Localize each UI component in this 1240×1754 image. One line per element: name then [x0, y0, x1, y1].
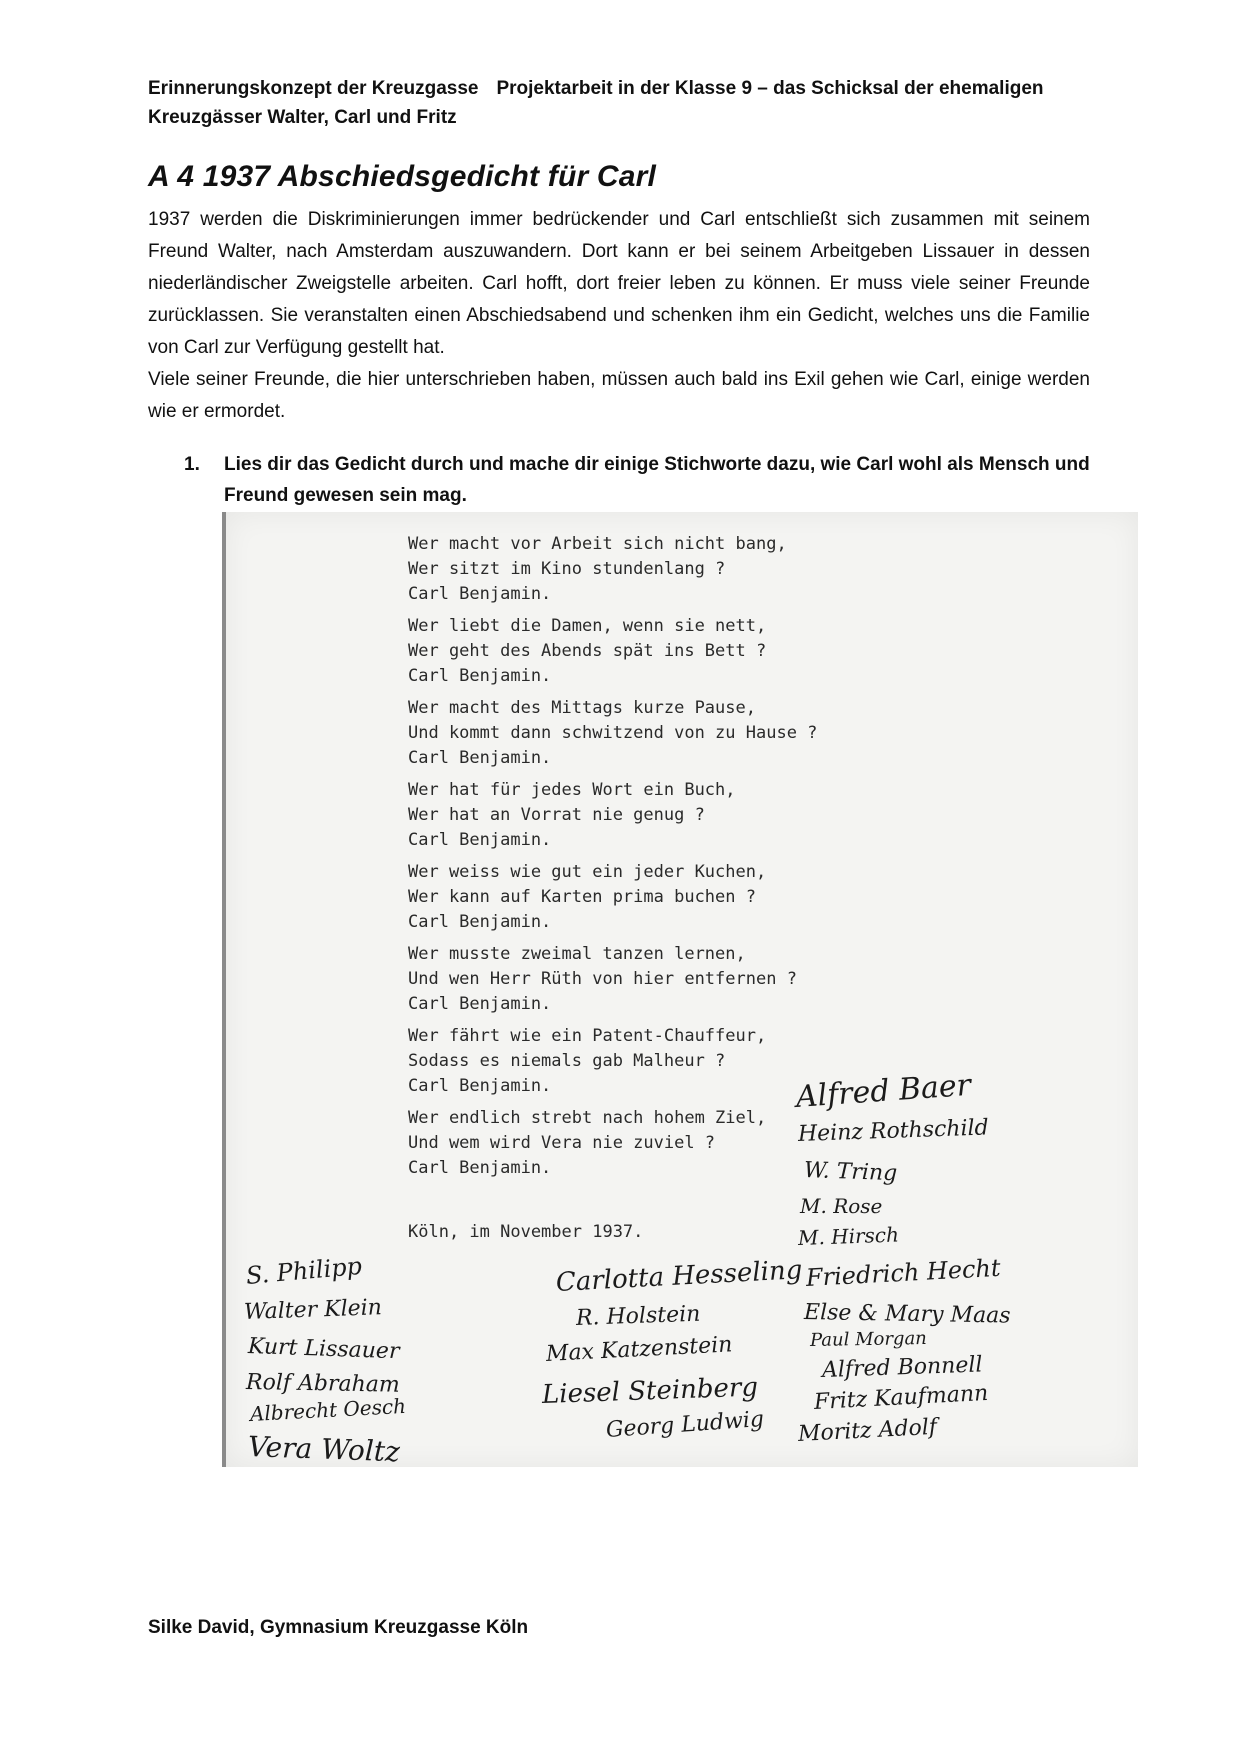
poem-stanza: [408, 942, 817, 1017]
header-class-project: Projektarbeit in der Klasse 9 – das Schicksal der ehemaligen: [496, 78, 1044, 99]
signature: Kurt Lissauer: [247, 1334, 400, 1365]
page-header: [148, 74, 1078, 132]
signature: M. Hirsch: [797, 1222, 900, 1250]
poem-line: Wer weiss wie gut ein jeder Kuchen,: [408, 862, 767, 882]
poem-scan: [222, 512, 1138, 1467]
poem-line: Wer liebt die Damen, wenn sie nett,: [408, 616, 767, 636]
signature: Walter Klein: [243, 1295, 383, 1325]
poem-refrain: Carl Benjamin.: [408, 748, 552, 768]
signature: Heinz Rothschild: [797, 1115, 990, 1147]
header-line-1: [148, 74, 1078, 103]
poem-refrain: Carl Benjamin.: [408, 912, 552, 932]
poem-line: Und wem wird Vera nie zuviel ?: [408, 1133, 716, 1153]
signature: R. Holstein: [575, 1301, 701, 1331]
signature: W. Tring: [803, 1158, 898, 1187]
poem-line: Wer musste zweimal tanzen lernen,: [408, 944, 746, 964]
task-item: [184, 449, 1090, 511]
poem-line: Wer sitzt im Kino stundenlang ?: [408, 559, 726, 579]
poem-stanza: [408, 614, 817, 689]
poem-line: Und wen Herr Rüth von hier entfernen ?: [408, 969, 797, 989]
poem-line: Wer macht vor Arbeit sich nicht bang,: [408, 534, 787, 554]
signature: Carlotta Hesseling: [555, 1255, 804, 1298]
signature: M. Rose: [800, 1194, 883, 1218]
page-title: A 4 1937 Abschiedsgedicht für Carl: [148, 160, 657, 193]
signature: Vera Woltz: [247, 1430, 401, 1469]
signature: Alfred Bonnell: [821, 1352, 983, 1383]
poem-refrain: Carl Benjamin.: [408, 666, 552, 686]
poem-line: Und kommt dann schwitzend von zu Hause ?: [408, 723, 818, 743]
task-text: Lies dir das Gedicht durch und mache dir einige Stichworte dazu, wie Carl wohl als Mensch und Freund gewesen sein mag.: [224, 454, 1090, 506]
task-number: 1.: [184, 454, 200, 475]
poem-line: Wer geht des Abends spät ins Bett ?: [408, 641, 767, 661]
poem-line: Wer hat an Vorrat nie genug ?: [408, 805, 705, 825]
header-line-2: Kreuzgässer Walter, Carl und Fritz: [148, 107, 457, 128]
poem-refrain: Carl Benjamin.: [408, 1158, 552, 1178]
signature: Friedrich Hecht: [805, 1253, 1002, 1292]
header-school-project: Erinnerungskonzept der Kreuzgasse: [148, 78, 479, 99]
poem-stanza: [408, 860, 817, 935]
signature: Max Katzenstein: [545, 1332, 733, 1367]
poem-line: Wer hat für jedes Wort ein Buch,: [408, 780, 736, 800]
signature: Paul Morgan: [809, 1327, 927, 1351]
page-footer: Silke David, Gymnasium Kreuzgasse Köln: [148, 1617, 529, 1638]
signature: Fritz Kaufmann: [813, 1380, 989, 1415]
poem-stanza: [408, 778, 817, 853]
signature: Rolf Abraham: [245, 1370, 400, 1398]
poem-line: Wer macht des Mittags kurze Pause,: [408, 698, 756, 718]
poem: [408, 532, 817, 1188]
poem-refrain: Carl Benjamin.: [408, 584, 552, 604]
signature: S. Philipp: [244, 1251, 363, 1290]
poem-stanza: [408, 1106, 817, 1181]
poem-line: Wer kann auf Karten prima buchen ?: [408, 887, 756, 907]
poem-refrain: Carl Benjamin.: [408, 994, 552, 1014]
intro-paragraph-2: Viele seiner Freunde, die hier unterschrieben haben, müssen auch bald ins Exil gehen wie Carl, einige werden wie er ermordet.: [148, 369, 1090, 422]
signature: Moritz Adolf: [797, 1414, 938, 1447]
intro-paragraph-1: 1937 werden die Diskriminierungen immer bedrückender und Carl entschließt sich zusammen mit seinem Freund Walter, nach Amsterdam auszuwandern. Dort kann er bei seinem Arbeitgeben Lissauer in dessen niederländischer Zweigstelle arbeiten. Carl hofft, dort freier leben zu können. Er muss viele seiner Freunde zurücklassen. Sie veranstalten einen Abschiedsabend und schenken ihm ein Gedicht, welches uns die Familie von Carl zur Verfügung gestellt hat.: [148, 209, 1090, 358]
poem-line: Sodass es niemals gab Malheur ?: [408, 1051, 726, 1071]
signature: Alfred Baer: [794, 1067, 973, 1115]
poem-stanza: [408, 532, 817, 607]
poem-stanza: [408, 696, 817, 771]
signature: Else & Mary Maas: [803, 1300, 1011, 1329]
poem-stanza: [408, 1024, 817, 1099]
signature: Georg Ludwig: [605, 1406, 765, 1443]
intro-text: [148, 204, 1090, 428]
signature: Albrecht Oesch: [249, 1393, 407, 1426]
poem-refrain: Carl Benjamin.: [408, 830, 552, 850]
poem-place-date: Köln, im November 1937.: [408, 1222, 644, 1242]
poem-line: Wer endlich strebt nach hohem Ziel,: [408, 1108, 767, 1128]
signature: Liesel Steinberg: [541, 1372, 759, 1410]
poem-line: Wer fährt wie ein Patent-Chauffeur,: [408, 1026, 767, 1046]
poem-refrain: Carl Benjamin.: [408, 1076, 552, 1096]
